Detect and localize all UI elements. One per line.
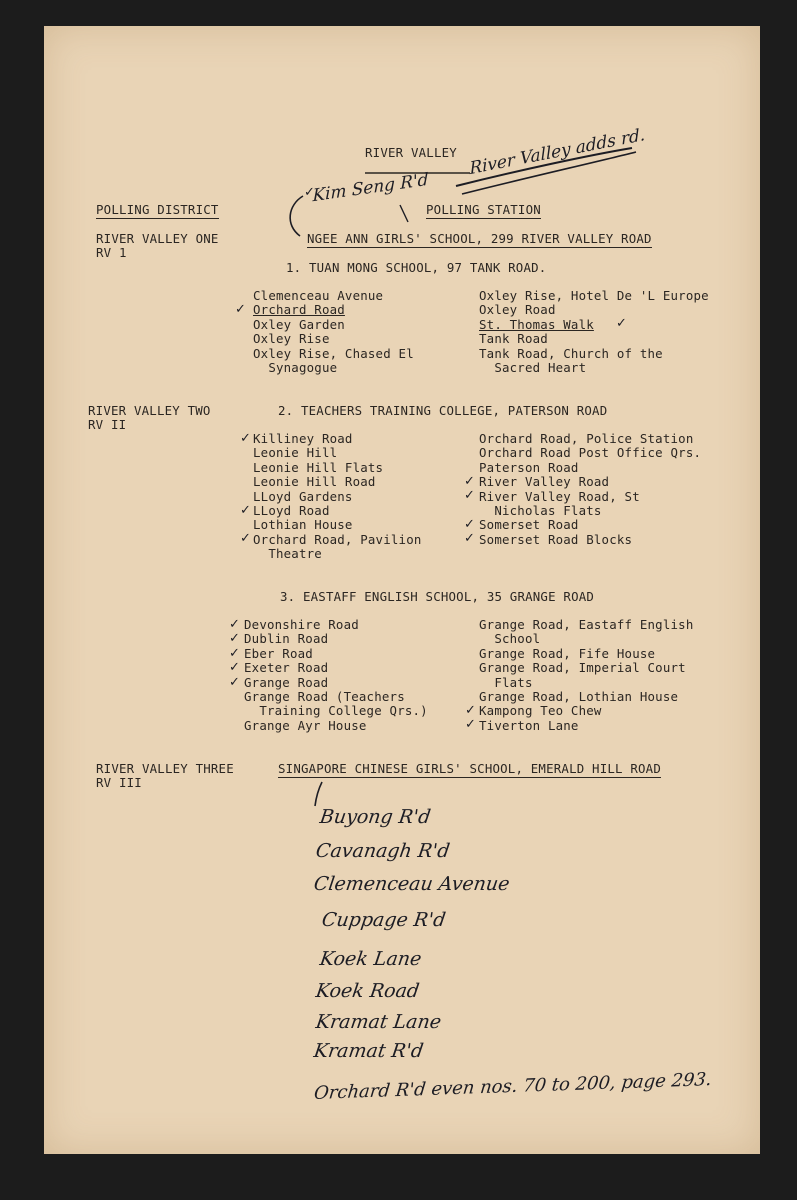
check-mark-icon: ✓ — [464, 474, 475, 489]
street-entry: Somerset Road Blocks — [479, 531, 633, 547]
district-three-code: RV III — [96, 775, 142, 790]
street-entry: Dublin Road — [244, 631, 329, 647]
check-mark-icon: ✓ — [304, 185, 315, 200]
check-mark-icon: ✓ — [235, 302, 246, 317]
check-mark-icon: ✓ — [465, 717, 476, 732]
handwritten-street: Buyong R'd — [318, 806, 433, 828]
section3-title: 3. EASTAFF ENGLISH SCHOOL, 35 GRANGE ROAD — [280, 589, 595, 604]
street-entry: St. Thomas Walk — [479, 316, 594, 332]
column-heading-polling-station: POLLING STATION — [426, 203, 541, 219]
section1-title: 1. TUAN MONG SCHOOL, 97 TANK ROAD. — [286, 260, 547, 275]
handwritten-street: Koek Road — [314, 980, 421, 1002]
street-entry: River Valley Road — [479, 474, 610, 490]
street-entry: Tiverton Lane — [479, 717, 579, 733]
street-entry: Tank Road, Church of the — [479, 345, 663, 361]
street-entry: School — [479, 631, 541, 647]
handwritten-street: Kramat Lane — [314, 1011, 443, 1033]
street-entry: Devonshire Road — [244, 617, 359, 632]
street-entry: Nicholas Flats — [479, 503, 602, 519]
handwritten-insert: Kim Seng R'd — [312, 169, 429, 207]
street-entry: Sacred Heart — [479, 360, 587, 376]
section2-right-list — [479, 432, 701, 547]
street-entry: Orchard Road — [253, 302, 345, 318]
street-entry: Orchard Road, Police Station — [479, 431, 694, 446]
street-entry: River Valley Road, St — [479, 488, 640, 504]
check-mark-icon: ✓ — [616, 316, 627, 331]
street-entry: Oxley Road — [479, 302, 556, 318]
street-entry: Training College Qrs.) — [244, 703, 428, 719]
handwritten-street: Clemenceau Avenue — [312, 873, 512, 895]
district-two-name: RIVER VALLEY TWO — [88, 403, 211, 418]
check-mark-icon: ✓ — [465, 703, 476, 718]
district-one-name: RIVER VALLEY ONE — [96, 231, 219, 246]
street-entry: Oxley Rise, Hotel De 'L Europe — [479, 288, 709, 303]
street-entry: Somerset Road — [479, 517, 579, 533]
district-one-code: RV 1 — [96, 245, 127, 260]
check-mark-icon: ✓ — [229, 631, 240, 646]
check-mark-icon: ✓ — [464, 531, 475, 546]
check-mark-icon: ✓ — [464, 488, 475, 503]
street-entry: Tank Road — [479, 331, 548, 347]
check-mark-icon: ✓ — [464, 517, 475, 532]
street-entry: Flats — [479, 674, 533, 690]
handwritten-street: Orchard R'd even nos. 70 to 200, page 293. — [313, 1069, 713, 1104]
street-entry: Grange Road, Lothian House — [479, 689, 679, 705]
street-entry: LLoyd Road — [253, 503, 330, 519]
section3-right-list — [479, 618, 693, 733]
street-entry: Killiney Road — [253, 431, 353, 446]
handwritten-street: Koek Lane — [318, 948, 423, 970]
section2-title: 2. TEACHERS TRAINING COLLEGE, PATERSON ROAD — [278, 403, 608, 418]
district-three-station: SINGAPORE CHINESE GIRLS' SCHOOL, EMERALD HILL ROAD — [278, 762, 661, 778]
section1-right-list — [479, 289, 709, 375]
street-entry: Eber Road — [244, 645, 313, 661]
street-entry: Grange Road, Fife House — [479, 645, 656, 661]
handwritten-street: Cuppage R'd — [320, 909, 448, 931]
check-mark-icon: ✓ — [240, 531, 251, 546]
street-entry: Theatre — [253, 546, 322, 562]
street-entry: Exeter Road — [244, 660, 329, 676]
check-mark-icon: ✓ — [240, 503, 251, 518]
page-title: RIVER VALLEY — [365, 145, 457, 160]
section2-left-list — [253, 432, 422, 562]
check-mark-icon: ✓ — [229, 675, 240, 690]
struck-handwritten-note: River Valley adds rd. — [469, 124, 646, 180]
street-entry: Leonie Hill Road — [253, 474, 376, 490]
street-entry: Synagogue — [253, 360, 338, 376]
street-entry: Oxley Garden — [253, 316, 345, 332]
street-entry: LLoyd Gardens — [253, 488, 353, 504]
street-entry: Paterson Road — [479, 459, 579, 475]
street-entry: Oxley Rise, Chased El — [253, 345, 414, 361]
street-entry: Oxley Rise — [253, 331, 330, 347]
check-mark-icon: ✓ — [229, 646, 240, 661]
check-mark-icon: ✓ — [240, 431, 251, 446]
street-entry: Clemenceau Avenue — [253, 288, 384, 303]
street-entry: Grange Road — [244, 674, 329, 690]
street-entry: Lothian House — [253, 517, 353, 533]
street-entry: Orchard Road Post Office Qrs. — [479, 445, 702, 461]
section3-left-list — [244, 618, 428, 733]
street-entry: Grange Ayr House — [244, 717, 367, 733]
district-one-station: NGEE ANN GIRLS' SCHOOL, 299 RIVER VALLEY ROAD — [307, 232, 652, 248]
check-mark-icon: ✓ — [229, 660, 240, 675]
district-two-code: RV II — [88, 417, 127, 432]
section1-left-list — [253, 289, 414, 375]
street-entry: Orchard Road, Pavilion — [253, 531, 422, 547]
district-three-name: RIVER VALLEY THREE — [96, 761, 234, 776]
handwritten-street: Kramat R'd — [312, 1040, 425, 1062]
street-entry: Kampong Teo Chew — [479, 703, 602, 719]
street-entry: Leonie Hill Flats — [253, 459, 384, 475]
street-entry: Grange Road (Teachers — [244, 689, 405, 705]
column-heading-polling-district: POLLING DISTRICT — [96, 203, 219, 219]
street-entry: Leonie Hill — [253, 445, 338, 461]
street-entry: Grange Road, Eastaff English — [479, 617, 694, 632]
street-entry: Grange Road, Imperial Court — [479, 660, 686, 676]
handwritten-street: Cavanagh R'd — [314, 840, 452, 862]
check-mark-icon: ✓ — [229, 617, 240, 632]
